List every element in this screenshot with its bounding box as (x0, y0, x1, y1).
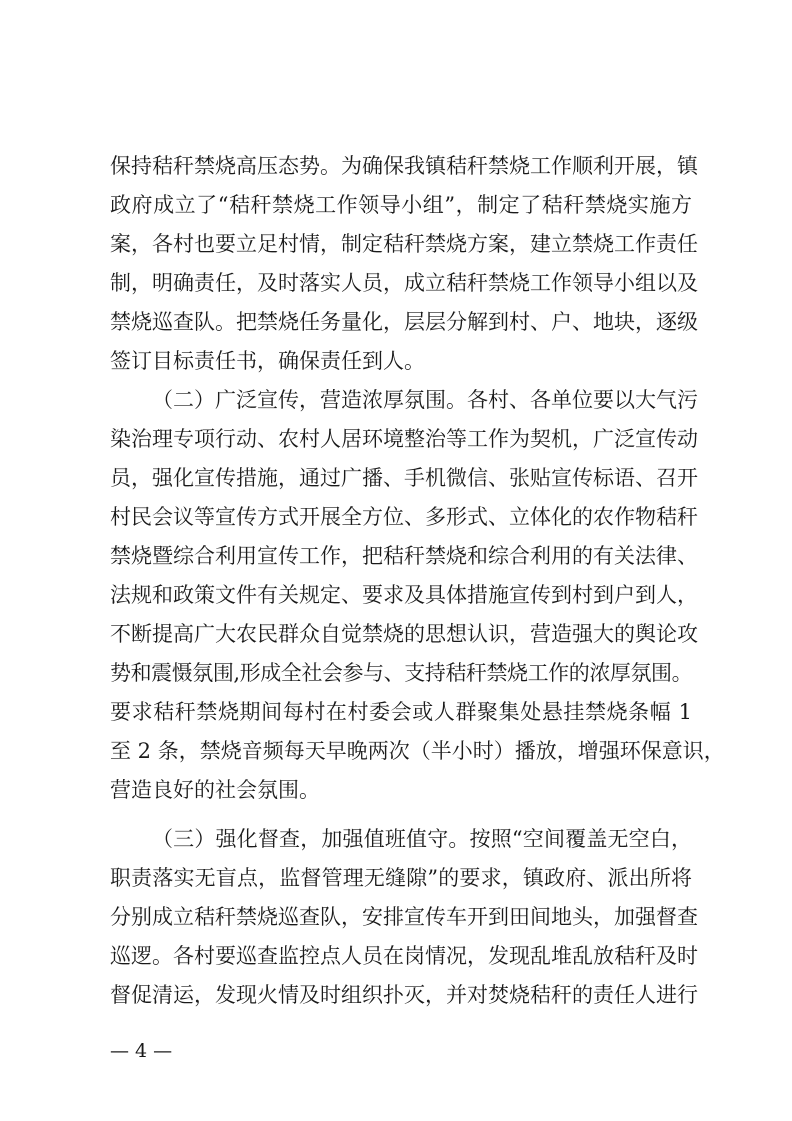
body-text (110, 147, 725, 1015)
text-line: 签订目标责任书，确保责任到人。 (110, 349, 425, 373)
text-line: 督促清运，发现火情及时组织扑灭，并对焚烧秸秆的责任人进行 (110, 983, 698, 1007)
text-line: 分别成立秸秆禁烧巡查队，安排宣传车开到田间地头，加强督查 (110, 905, 698, 929)
section-3-heading-line: （三）强化督查，加强值班值守。按照“空间覆盖无空白， (152, 827, 692, 851)
text-line: 不断提高广大农民群众自觉禁烧的思想认识，营造强大的舆论攻 (110, 622, 698, 646)
text-line: 至 2 条，禁烧音频每天早晚两次（半小时）播放，增强环保意识， (110, 739, 725, 763)
text-line: 员，强化宣传措施，通过广播、手机微信、张贴宣传标语、召开 (110, 466, 698, 490)
text-line: 禁烧暨综合利用宣传工作，把秸秆禁烧和综合利用的有关法律、 (110, 544, 698, 568)
text-line: 制，明确责任，及时落实人员，成立秸秆禁烧工作领导小组以及 (110, 271, 698, 295)
text-line: 案，各村也要立足村情，制定秸秆禁烧方案，建立禁烧工作责任 (110, 232, 698, 256)
text-line: 职责落实无盲点，监督管理无缝隙”的要求，镇政府、派出所将 (110, 866, 692, 890)
section-2-paragraph (110, 381, 725, 810)
text-line: 营造良好的社会氛围。 (110, 778, 320, 802)
paragraph-continuation (110, 147, 698, 381)
page-number: — 4 — (110, 1040, 173, 1062)
text-line: 染治理专项行动、农村人居环境整治等工作为契机，广泛宣传动 (110, 427, 698, 451)
text-line: 势和震慑氛围,形成全社会参与、支持秸秆禁烧工作的浓厚氛围。 (110, 661, 692, 685)
text-line: 村民会议等宣传方式开展全方位、多形式、立体化的农作物秸秆 (110, 505, 698, 529)
text-line: 要求秸秆禁烧期间每村在村委会或人群聚集处悬挂禁烧条幅 1 (110, 700, 692, 724)
section-3-paragraph (110, 820, 698, 1015)
text-line: 政府成立了“秸秆禁烧工作领导小组”，制定了秸秆禁烧实施方 (110, 193, 692, 217)
text-line: 禁烧巡查队。把禁烧任务量化，层层分解到村、户、地块，逐级 (110, 310, 698, 334)
section-2-heading-line: （二）广泛宣传，营造浓厚氛围。各村、各单位要以大气污 (152, 388, 698, 412)
text-line: 法规和政策文件有关规定、要求及具体措施宣传到村到户到人， (110, 583, 698, 607)
paragraph-spacer (110, 810, 692, 820)
text-line: 巡逻。各村要巡查监控点人员在岗情况，发现乱堆乱放秸秆及时 (110, 944, 698, 968)
text-line: 保持秸秆禁烧高压态势。为确保我镇秸秆禁烧工作顺利开展，镇 (110, 154, 698, 178)
